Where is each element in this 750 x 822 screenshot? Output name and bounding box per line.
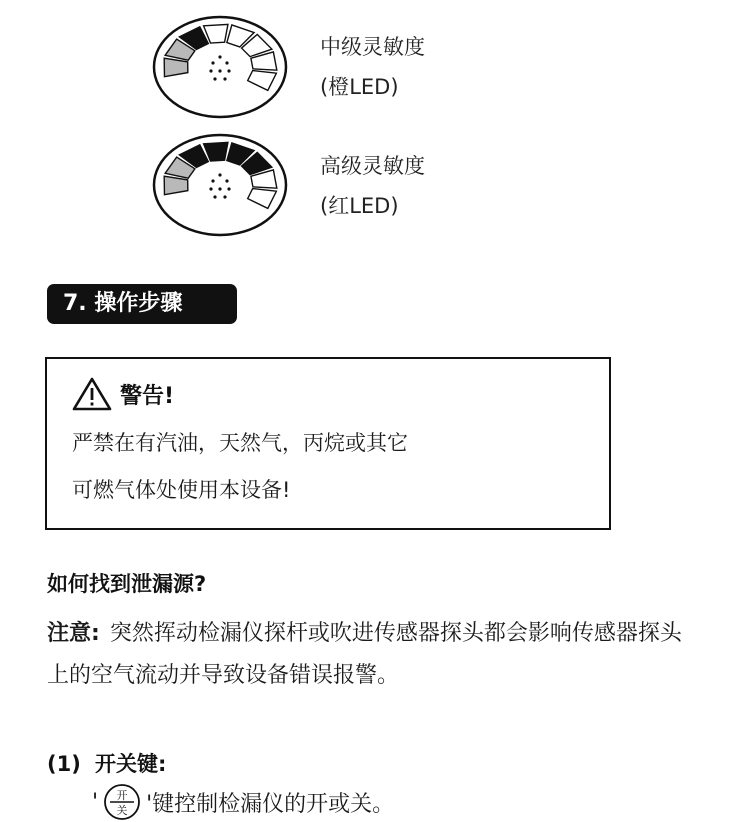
note-label: 注意: <box>47 621 100 646</box>
warning-line: 可燃气体处使用本设备! <box>72 478 291 502</box>
speaker-hole <box>225 179 228 182</box>
speaker-hole <box>213 195 216 198</box>
sensitivity-dial-icon <box>150 130 290 240</box>
leak-source-heading: 如何找到泄漏源? <box>47 572 207 596</box>
speaker-hole <box>227 187 230 190</box>
warning-line: 严禁在有汽油，天然气，丙烷或其它 <box>72 431 408 455</box>
speaker-hole <box>213 77 216 80</box>
sensitivity-label-medium <box>320 27 425 107</box>
power-key-glyph-top: 开 <box>116 789 128 802</box>
power-key-text: '键控制检漏仪的开或关。 <box>146 791 395 817</box>
dial-segment <box>164 176 188 194</box>
led-color: (橙LED) <box>320 75 399 99</box>
power-key-heading <box>47 748 166 778</box>
note-text: 突然挥动检漏仪探杆或吹进传感器探头都会影响传感器探头上的空气流动并导致设备错误报警。 <box>47 621 682 688</box>
sensitivity-name: 中级灵敏度 <box>320 35 425 59</box>
item-number: (1) <box>47 752 81 776</box>
power-key-icon <box>100 782 144 822</box>
warning-box <box>45 357 611 530</box>
speaker-hole <box>209 187 212 190</box>
sensitivity-dial-medium <box>150 12 290 122</box>
warning-header <box>72 377 174 411</box>
speaker-hole <box>209 69 212 72</box>
sensitivity-label-high <box>320 146 425 226</box>
sensitivity-dial-high <box>150 130 290 240</box>
speaker-hole <box>223 195 226 198</box>
item-title: 开关键: <box>95 752 167 776</box>
warning-title: 警告! <box>120 383 175 409</box>
speaker-hole <box>225 61 228 64</box>
speaker-hole <box>223 77 226 80</box>
speaker-hole <box>211 61 214 64</box>
speaker-hole <box>218 187 221 190</box>
speaker-hole <box>218 69 221 72</box>
power-key-glyph-bottom: 关 <box>116 804 128 817</box>
warning-triangle-icon <box>72 377 112 411</box>
speaker-hole <box>218 173 221 176</box>
speaker-hole <box>218 55 221 58</box>
section-heading: 7. 操作步骤 <box>47 284 237 324</box>
sensitivity-name: 高级灵敏度 <box>320 154 425 178</box>
speaker-hole <box>227 69 230 72</box>
dial-segment <box>164 58 188 76</box>
speaker-hole <box>211 179 214 182</box>
led-color: (红LED) <box>320 194 399 218</box>
note-paragraph <box>47 613 697 697</box>
sensitivity-dial-icon <box>150 12 290 122</box>
quote-open: ' <box>92 789 99 815</box>
power-key-description <box>92 782 394 822</box>
